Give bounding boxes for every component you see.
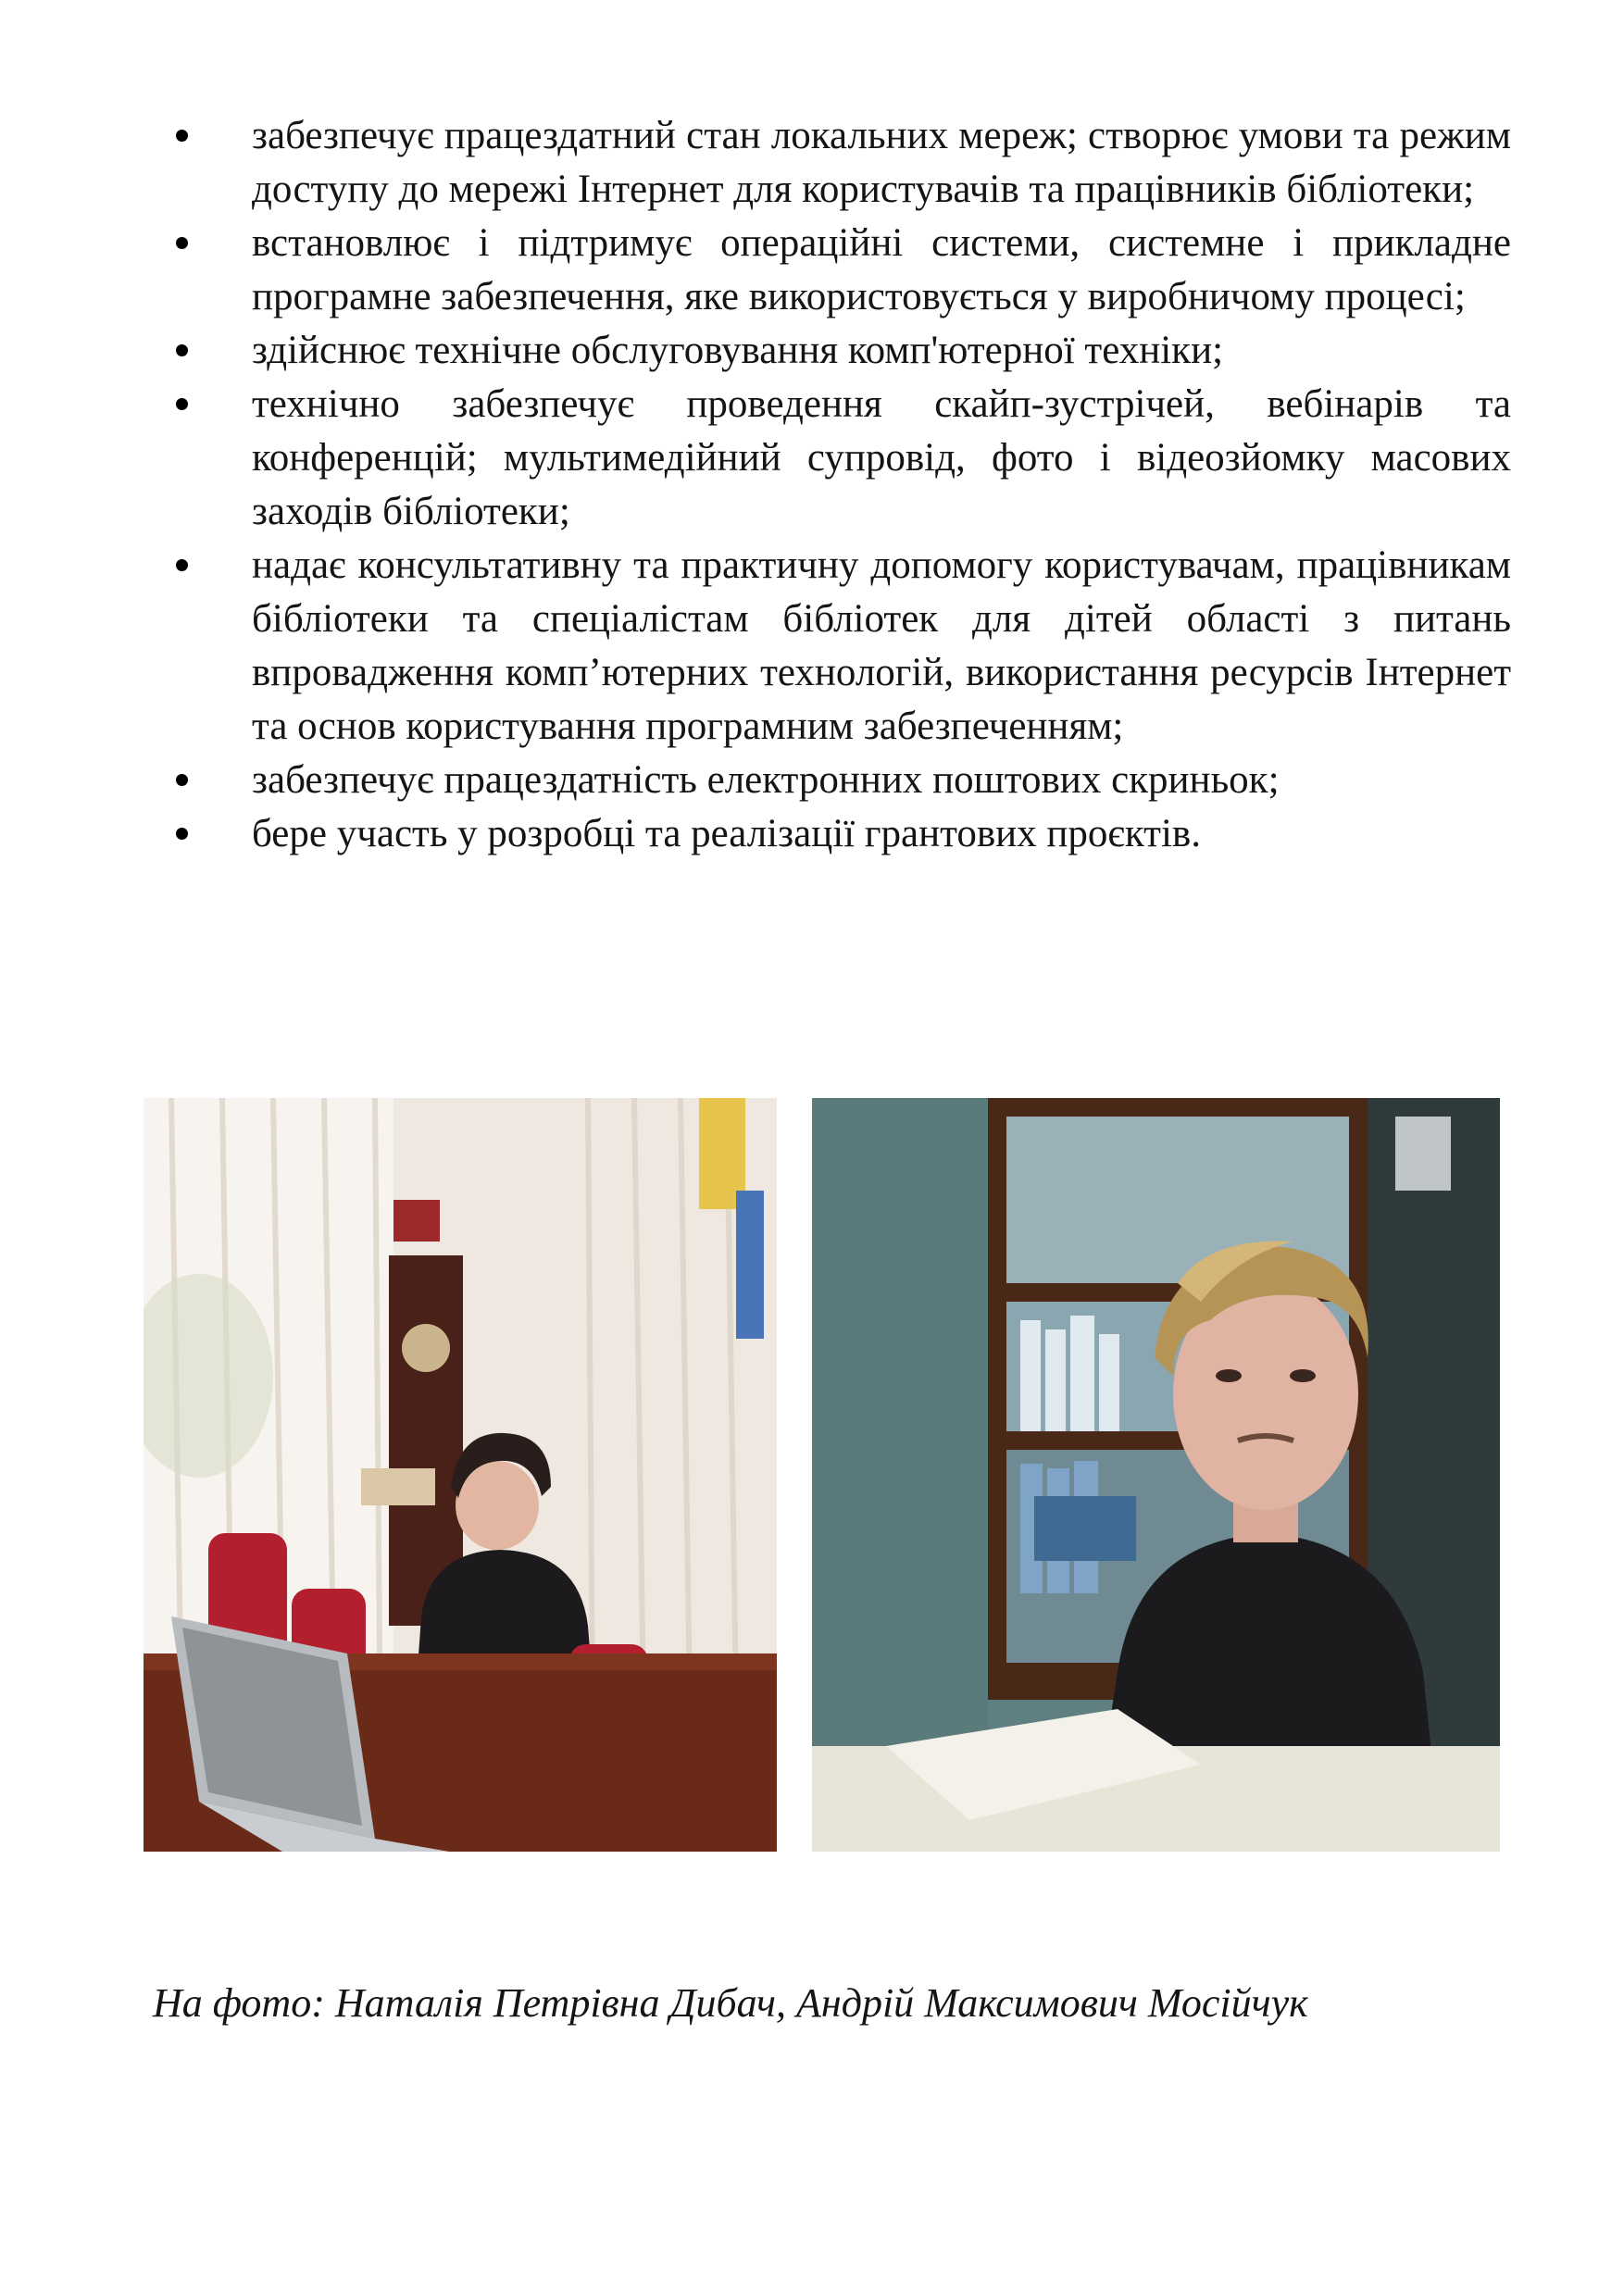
duty-item xyxy=(167,754,1511,807)
duty-item xyxy=(167,378,1511,539)
bullet-icon xyxy=(176,130,188,142)
bullet-icon xyxy=(176,344,188,356)
photo-woman-at-laptop xyxy=(144,1098,777,1852)
duty-item xyxy=(167,109,1511,217)
duties-list xyxy=(167,109,1511,861)
duty-item xyxy=(167,324,1511,378)
bullet-icon xyxy=(176,828,188,840)
photo-caption: На фото: Наталія Петрівна Дибач, Андрій Максимович Мосійчук xyxy=(153,1980,1308,2026)
duty-text: встановлює і підтримує операційні системи, системне і прикладне програмне забезпечення, яке використовується у виробничому процесі; xyxy=(252,221,1511,318)
bullet-icon xyxy=(176,774,188,786)
duty-text: технічно забезпечує проведення скайп-зустрічей, вебінарів та конференцій; мультимедійний супровід, фото і відеозйомку масових заходів бібліотеки; xyxy=(252,382,1511,533)
duty-item xyxy=(167,539,1511,754)
photo-man-at-bookshelf xyxy=(812,1098,1500,1852)
duty-text: забезпечує працездатність електронних поштових скриньок; xyxy=(252,758,1280,802)
duty-text: бере участь у розробці та реалізації грантових проєктів. xyxy=(252,812,1201,855)
bullet-icon xyxy=(176,398,188,410)
duty-text: забезпечує працездатний стан локальних мереж; створює умови та режим доступу до мережі Інтернет для користувачів та працівників бібліотеки; xyxy=(252,114,1511,211)
duty-item xyxy=(167,217,1511,324)
duty-text: здійснює технічне обслуговування комп'ютерної техніки; xyxy=(252,329,1224,372)
bullet-icon xyxy=(176,559,188,571)
bullet-icon xyxy=(176,237,188,249)
duty-text: надає консультативну та практичну допомогу користувачам, працівникам бібліотеки та спеціалістам бібліотек для дітей області з питань впровадження комп’ютерних технологій, використання ресурсів Інтернет та основ користування програмним забезпеченням; xyxy=(252,543,1511,748)
duty-item xyxy=(167,807,1511,861)
